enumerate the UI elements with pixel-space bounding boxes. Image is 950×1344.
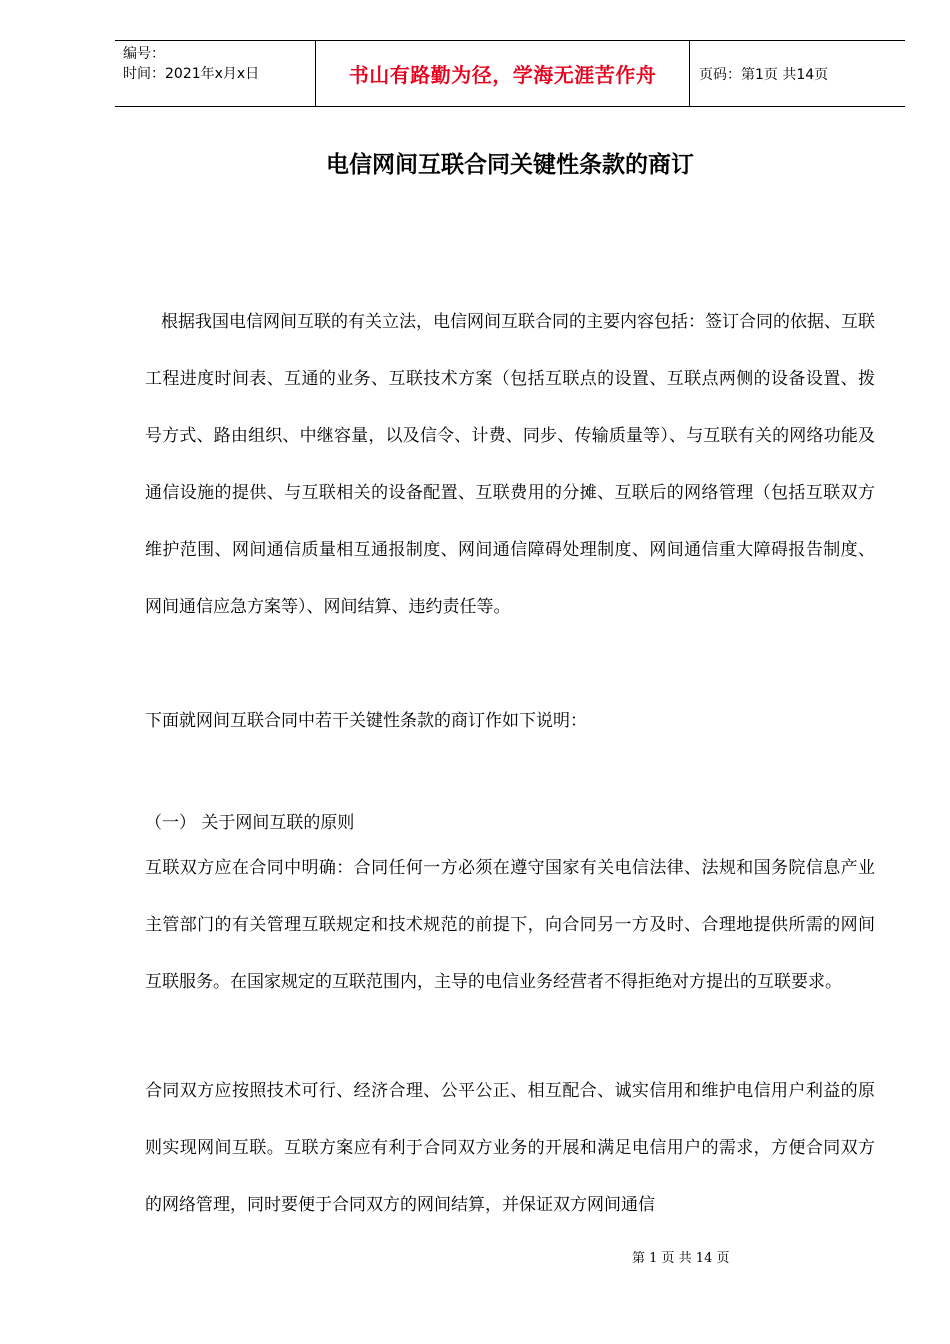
motto-text: 书山有路勤为径，学海无涯苦作舟 — [348, 63, 657, 87]
intro-paragraph-block — [145, 294, 875, 636]
header-page-cell — [690, 41, 905, 106]
section-paragraph: 互联双方应在合同中明确：合同任何一方必须在遵守国家有关电信法律、法规和国务院信息产业主管部门的有关管理互联规定和技术规范的前提下，向合同另一方及时、合理地提供所需的网间互联服务。在国家规定的互联范围内，主导的电信业务经营者不得拒绝对方提出的互联要求。 — [145, 858, 875, 992]
header-meta-cell — [115, 41, 316, 106]
page-info-text: 页码：第1页 共14页 — [699, 66, 829, 83]
section-heading: （一） 关于网间互联的原则 — [145, 813, 355, 833]
document-date-label: 时间：2021年x月x日 — [123, 66, 260, 82]
document-title: 电信网间互联合同关键性条款的商订 — [326, 152, 694, 178]
section-paragraph: 合同双方应按照技术可行、经济合理、公平公正、相互配合、诚实信用和维护电信用户利益的原则实现网间互联。互联方案应有利于合同双方业务的开展和满足电信用户的需求，方便合同双方的网络管理，同时要便于合同双方的网间结算，并保证双方网间通信 — [145, 1081, 875, 1215]
header-motto-cell — [316, 41, 690, 106]
section-paragraph-block-1 — [145, 840, 875, 1011]
intro-paragraph: 根据我国电信网间互联的有关立法，电信网间互联合同的主要内容包括：签订合同的依据、互联工程进度时间表、互通的业务、互联技术方案（包括互联点的设置、互联点两侧的设备设置、拨号方式、路由组织、中继容量，以及信令、计费、同步、传输质量等）、与互联有关的网络功能及通信设施的提供、与互联相关的设备配置、互联费用的分摊、互联后的网络管理（包括互联双方维护范围、网间通信质量相互通报制度、网间通信障碍处理制度、网间通信重大障碍报告制度、网间通信应急方案等）、网间结算、违约责任等。 — [145, 312, 875, 617]
section-paragraph-block-2 — [145, 1063, 875, 1234]
page-footer: 第 1 页 共 14 页 — [632, 1251, 730, 1266]
lead-sentence: 下面就网间互联合同中若干关键性条款的商订作如下说明： — [145, 711, 587, 731]
document-number-label: 编号： — [123, 46, 165, 62]
header-table — [115, 40, 905, 107]
